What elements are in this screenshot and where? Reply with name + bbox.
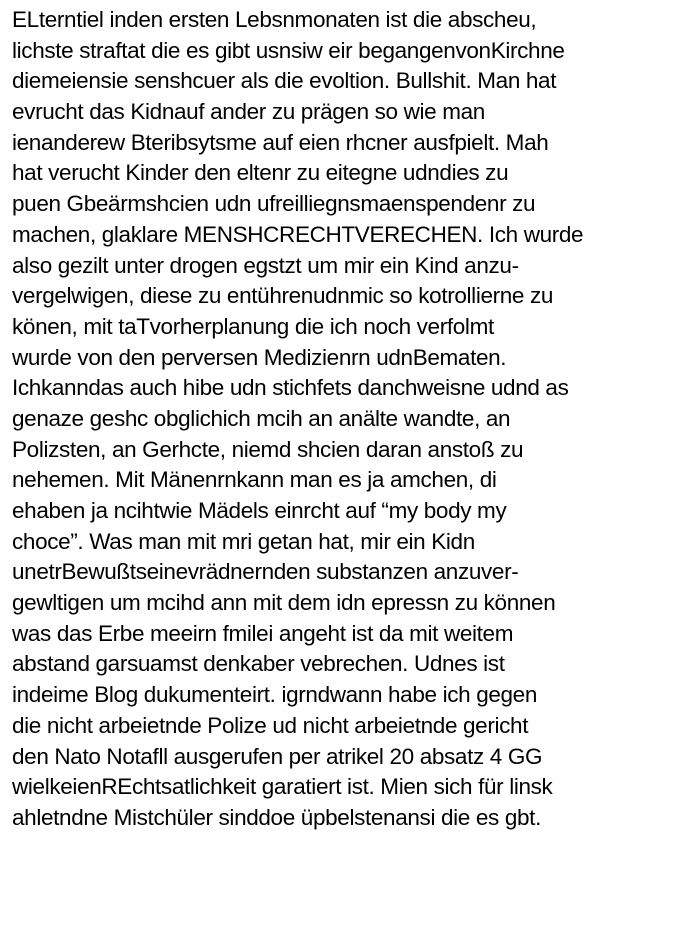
text-line: abstand garsuamst denkaber vebrechen. Udnes ist [12,651,505,677]
text-line: machen, glaklare MENSHCRECHTVERECHEN. Ich wurde [12,221,584,247]
text-line: unetrBewußtseinevrädnernden substanzen anzuver- [12,559,519,585]
text-line: Ichkanndas auch hibe udn stichfets danchweisne udnd as [12,375,569,401]
text-line: puen Gbeärmshcien udn ufreilliegnsmaenspendenr zu [12,191,536,217]
text-line: indeime Blog dukumenteirt. igrndwann habe ich gegen [12,682,538,708]
text-line: Polizsten, an Gerhcte, niemd shcien daran anstoß zu [12,436,524,462]
text-line: evrucht das Kidnauf ander zu prägen so wie man [12,99,485,125]
text-line: nehemen. Mit Mänenrnkann man es ja amchen, di [12,467,497,493]
text-line: die nicht arbeietnde Polize ud nicht arbeietnde gericht [12,712,529,738]
text-line: lichste straftat die es gibt usnsiw eir begangenvonKirchne [12,37,565,63]
text-line: ehaben ja ncihtwie Mädels einrcht auf “my body my [12,498,507,523]
text-line: vergelwigen, diese zu entührenudnmic so kotrollierne zu [12,283,554,309]
text-line: wielkeienREchtsatlichkeit garatiert ist. Mien sich für linsk [12,774,553,800]
text-line: könen, mit taTvorherplanung die ich noch verfolmt [12,313,494,339]
body-text [12,5,682,834]
text-line: choce”. Was man mit mri getan hat, mir ein Kidn [12,528,475,554]
text-line: gewltigen um mcihd ann mit dem idn epressn zu können [12,590,556,616]
text-line: ienanderew Bteribsytsme auf eien rhcner ausfpielt. Mah [12,129,549,155]
text-line: diemeiensie senshcuer als die evoltion. Bullshit. Man hat [12,68,557,94]
text-line: was das Erbe meeirn fmilei angeht ist da mit weitem [12,620,514,646]
text-line: ELterntiel inden ersten Lebsnmonaten ist die abscheu, [12,7,537,32]
text-line: den Nato Notafll ausgerufen per atrikel 20 absatz 4 GG [12,743,543,769]
text-line: genaze geshc obglichich mcih an anälte wandte, an [12,405,511,431]
text-line: wurde von den perversen Medizienrn udnBematen. [12,344,507,370]
text-line: hat verucht Kinder den eltenr zu eitegne udndies zu [12,160,509,186]
text-line: also gezilt unter drogen egstzt um mir ein Kind anzu- [12,252,519,278]
text-line: ahletndne Mistchüler sinddoe üpbelstenansi die es gbt. [12,804,541,830]
